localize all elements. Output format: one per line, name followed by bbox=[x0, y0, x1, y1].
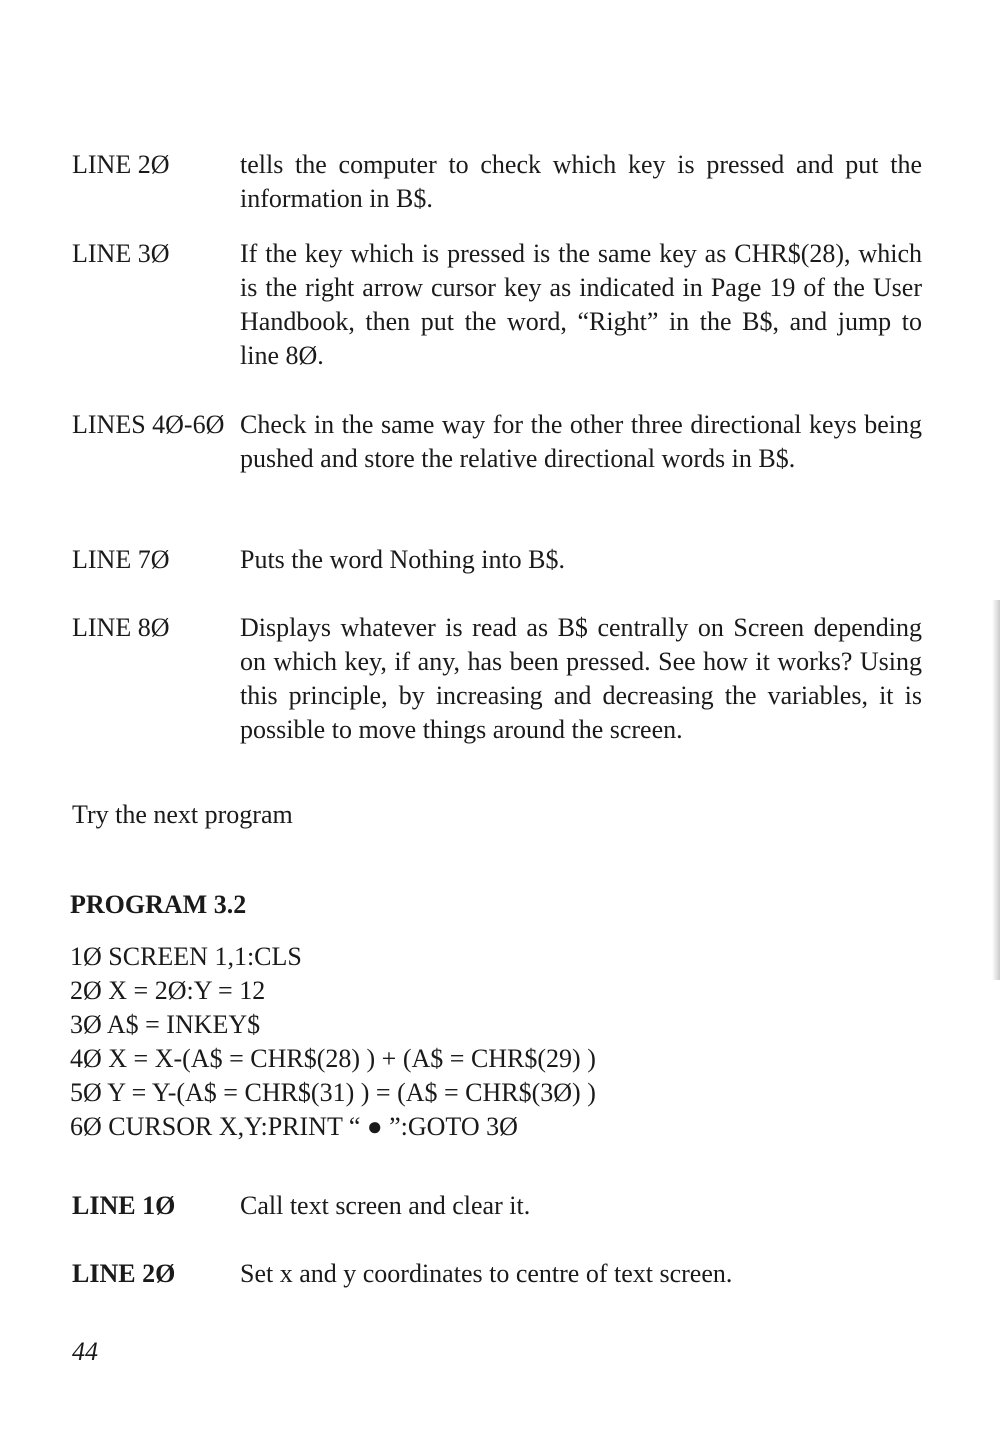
program-line: 6Ø CURSOR X,Y:PRINT “ ● ”:GOTO 3Ø bbox=[70, 1112, 518, 1141]
page-number: 44 bbox=[72, 1337, 98, 1366]
line-label: LINE 3Ø bbox=[72, 239, 170, 268]
line-explanation bbox=[72, 1257, 922, 1291]
program-line: 4Ø X = X-(A$ = CHR$(28) ) + (A$ = CHR$(29) ) bbox=[70, 1044, 596, 1073]
try-next-text: Try the next program bbox=[72, 800, 293, 829]
line-description: tells the computer to check which key is pressed and put the information in B$. bbox=[240, 150, 922, 213]
line-description: Puts the word Nothing into B$. bbox=[240, 545, 566, 574]
line-explanation bbox=[72, 237, 922, 373]
line-explanation bbox=[72, 543, 922, 577]
program-line: 2Ø X = 2Ø:Y = 12 bbox=[70, 976, 266, 1005]
page-edge-shadow bbox=[992, 600, 1000, 980]
line-label: LINE 7Ø bbox=[72, 545, 170, 574]
line-description: If the key which is pressed is the same key as CHR$(28), which is the right arrow cursor key as indicated in Page 19 of the User Handbook, then put the word, “Right” in the B$, and jump to line 8Ø. bbox=[240, 239, 922, 370]
line-explanation bbox=[72, 1189, 922, 1223]
line-explanation bbox=[72, 611, 922, 747]
program-listing bbox=[70, 940, 596, 1144]
line-label: LINE 8Ø bbox=[72, 613, 170, 642]
line-label: LINE 2Ø bbox=[72, 150, 170, 179]
line-description: Displays whatever is read as B$ centrally on Screen depending on which key, if any, has been pressed. See how it works? Using this principle, by increasing and decreasing the variables, it is possible to move things around the screen. bbox=[240, 613, 922, 744]
line-label: LINE 1Ø bbox=[72, 1191, 176, 1220]
line-label: LINES 4Ø-6Ø bbox=[72, 410, 225, 439]
line-description: Check in the same way for the other three directional keys being pushed and store the relative directional words in B$. bbox=[240, 410, 922, 473]
line-explanation bbox=[72, 148, 922, 216]
line-description: Set x and y coordinates to centre of text screen. bbox=[240, 1259, 733, 1288]
line-description: Call text screen and clear it. bbox=[240, 1191, 531, 1220]
program-line: 5Ø Y = Y-(A$ = CHR$(31) ) = (A$ = CHR$(3Ø) ) bbox=[70, 1078, 596, 1107]
program-line: 1Ø SCREEN 1,1:CLS bbox=[70, 942, 302, 971]
line-label: LINE 2Ø bbox=[72, 1259, 176, 1288]
program-line: 3Ø A$ = INKEY$ bbox=[70, 1010, 261, 1039]
program-heading: PROGRAM 3.2 bbox=[70, 890, 247, 919]
line-explanation bbox=[72, 408, 922, 476]
